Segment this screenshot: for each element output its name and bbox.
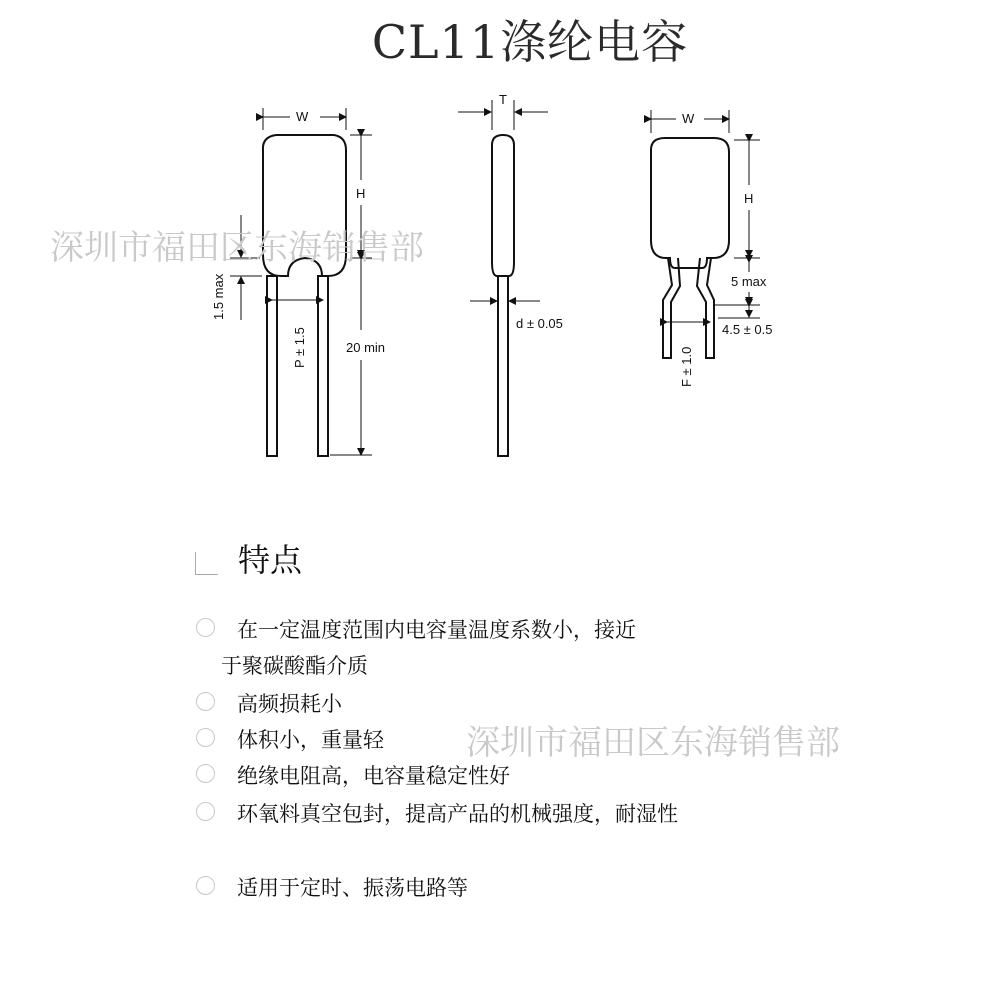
front-view — [263, 135, 346, 456]
watermark-bottom: 深圳市福田区东海销售部 — [466, 723, 840, 763]
bullet-icon — [196, 802, 215, 821]
front-offset-label: 1.5 max — [211, 273, 226, 320]
front-width-label: W — [296, 109, 309, 124]
crimped-lead-left — [663, 258, 680, 358]
crimped-width-label: W — [682, 111, 695, 126]
crimped-view — [651, 138, 729, 358]
crimped-offset-label: 5 max — [731, 274, 767, 289]
feature-text: 适用于定时、振荡电路等 — [237, 876, 468, 900]
bullet-icon — [196, 764, 215, 783]
heading-box-icon — [195, 552, 218, 575]
side-lead — [498, 276, 508, 456]
crimped-height-label: H — [744, 191, 754, 206]
side-thickness-label: T — [499, 92, 507, 107]
feature-item — [196, 686, 342, 722]
bullet-icon — [196, 618, 215, 637]
front-lead-right — [318, 276, 328, 456]
crimped-lead-right — [697, 258, 714, 358]
watermark-top: 深圳市福田区东海销售部 — [50, 228, 424, 268]
crimped-pitch-label: F ± 1.0 — [679, 346, 694, 387]
feature-text: 在一定温度范围内电容量温度系数小，接近 — [237, 618, 636, 642]
crimped-crimp-label: 4.5 ± 0.5 — [722, 322, 773, 337]
feature-text: 环氧料真空包封，提高产品的机械强度，耐湿性 — [237, 802, 678, 826]
feature-text: 绝缘电阻高，电容量稳定性好 — [237, 764, 510, 788]
feature-text: 高频损耗小 — [237, 692, 342, 716]
feature-item — [196, 870, 468, 906]
feature-text: 体积小，重量轻 — [237, 728, 384, 752]
feature-item — [196, 722, 384, 758]
front-height-label: H — [356, 186, 366, 201]
bullet-icon — [196, 728, 215, 747]
crimped-body — [651, 138, 729, 268]
features-heading-text: 特点 — [238, 541, 303, 579]
side-body — [492, 135, 514, 276]
features-heading — [195, 535, 302, 581]
feature-item — [196, 758, 510, 794]
bullet-icon — [196, 876, 215, 895]
front-pitch-label: P ± 1.5 — [292, 327, 307, 368]
page-title: CL11涤纶电容 — [371, 15, 689, 69]
feature-text-cont: 于聚碳酸酯介质 — [221, 654, 368, 678]
side-view — [492, 135, 514, 456]
feature-item — [196, 612, 636, 684]
front-lead-length-label: 20 min — [346, 340, 386, 355]
side-lead-dia-label: d ± 0.05 — [516, 316, 563, 331]
feature-item — [196, 796, 678, 832]
front-lead-left — [267, 276, 277, 456]
bullet-icon — [196, 692, 215, 711]
